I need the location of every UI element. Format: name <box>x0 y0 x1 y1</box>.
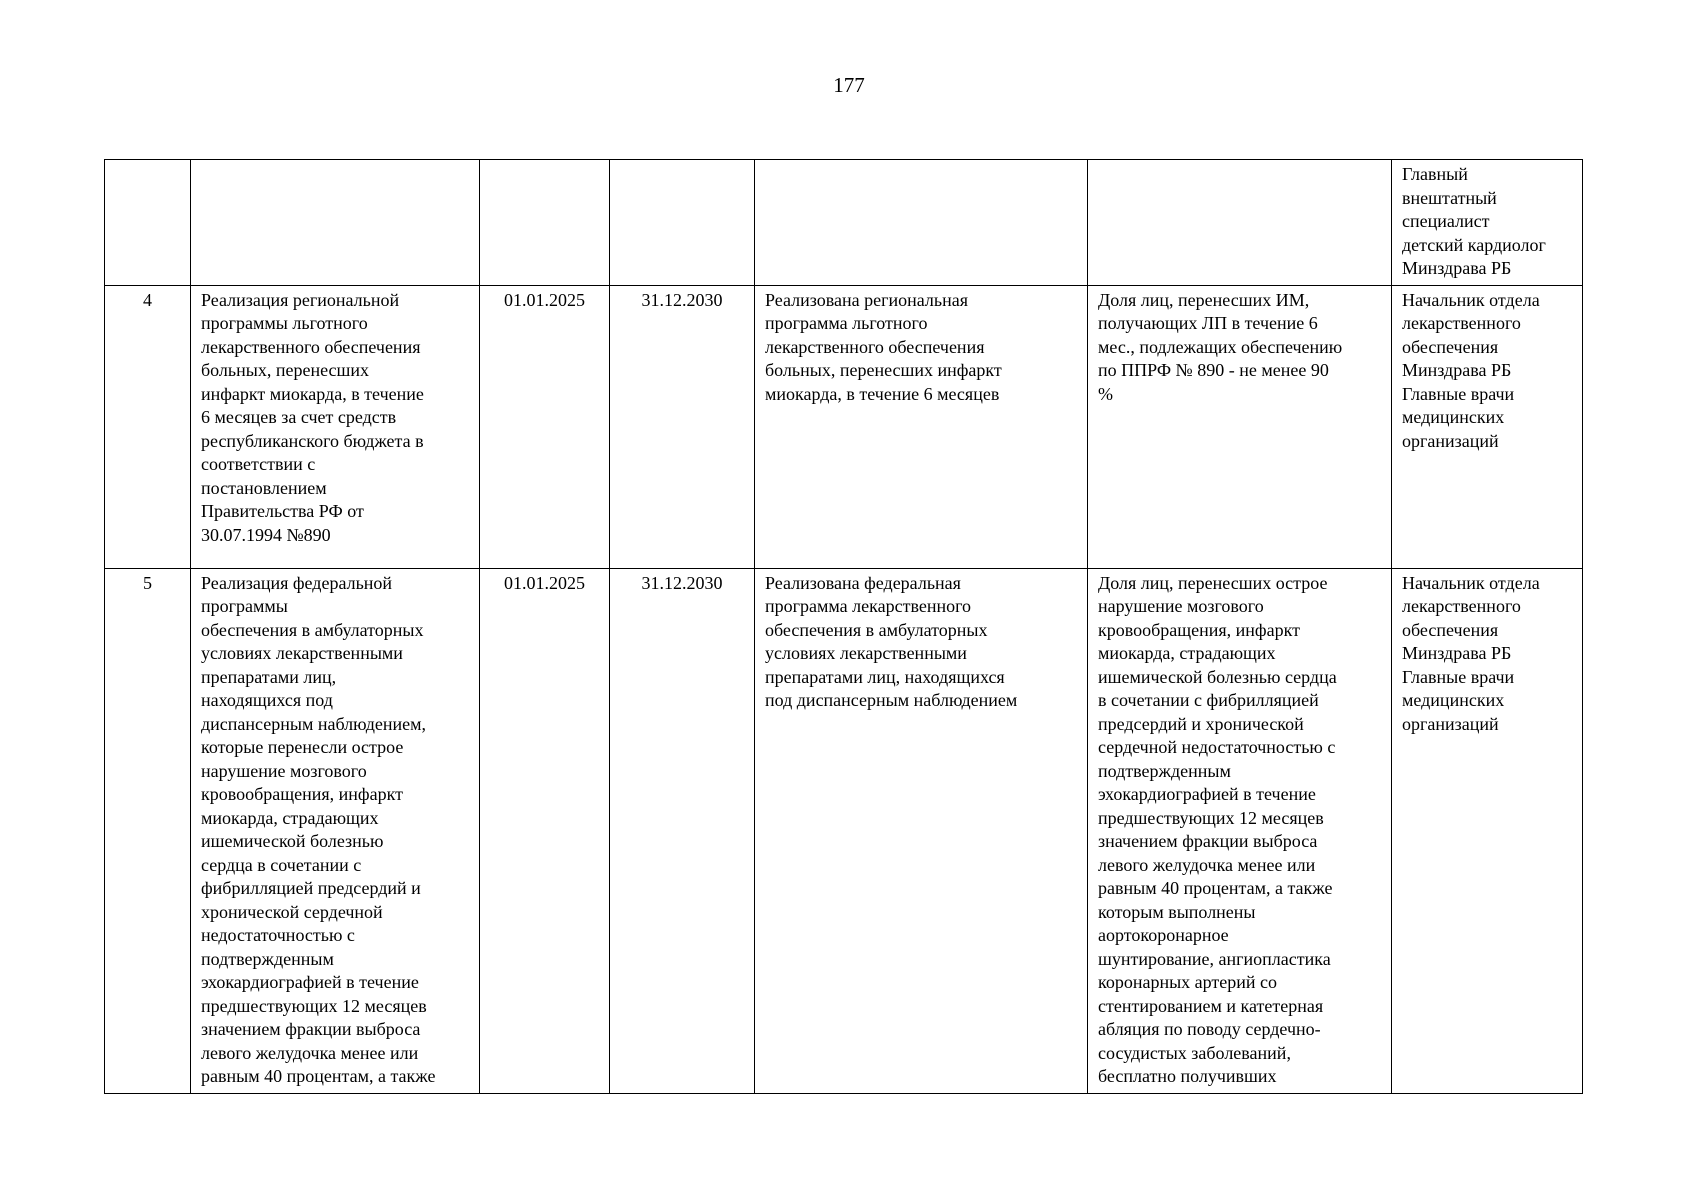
table-row <box>105 568 1583 1093</box>
activity-cell: Реализация региональной программы льготного лекарственного обеспечения больных, перенесших инфаркт миокарда, в течение 6 месяцев за счет средств республиканского бюджета в соответствии с постановлением Правительства РФ от 30.07.1994 №890 <box>191 285 480 568</box>
start-date-cell: 01.01.2025 <box>480 568 610 1093</box>
table-row <box>105 160 1583 286</box>
start-date-cell <box>480 160 610 286</box>
start-date-cell: 01.01.2025 <box>480 285 610 568</box>
result-cell <box>755 160 1088 286</box>
responsible-cell: Главный внештатный специалист детский кардиолог Минздрава РБ <box>1392 160 1583 286</box>
row-number-cell: 4 <box>105 285 191 568</box>
responsible-cell: Начальник отдела лекарственного обеспечения Минздрава РБ Главные врачи медицинских организаций <box>1392 285 1583 568</box>
end-date-cell <box>610 160 755 286</box>
indicator-cell: Доля лиц, перенесших ИМ, получающих ЛП в течение 6 мес., подлежащих обеспечению по ППРФ № 890 - не менее 90 % <box>1088 285 1392 568</box>
page-number: 177 <box>833 73 865 97</box>
activity-cell: Реализация федеральной программы обеспечения в амбулаторных условиях лекарственными препаратами лиц, находящихся под диспансерным наблюдением, которые перенесли острое нарушение мозгового кровообращения, инфаркт миокарда, страдающих ишемической болезнью сердца в сочетании с фибрилляцией предсердий и хронической сердечной недостаточностью с подтвержденным эхокардиографией в течение предшествующих 12 месяцев значением фракции выброса левого желудочка менее или равным 40 процентам, а также <box>191 568 480 1093</box>
table-row <box>105 285 1583 568</box>
row-number-cell: 5 <box>105 568 191 1093</box>
indicator-cell <box>1088 160 1392 286</box>
result-cell: Реализована федеральная программа лекарственного обеспечения в амбулаторных условиях лекарственными препаратами лиц, находящихся под диспансерным наблюдением <box>755 568 1088 1093</box>
row-number-cell <box>105 160 191 286</box>
activity-cell <box>191 160 480 286</box>
indicator-cell: Доля лиц, перенесших острое нарушение мозгового кровообращения, инфаркт миокарда, страдающих ишемической болезнью сердца в сочетании с фибрилляцией предсердий и хронической сердечной недостаточностью с подтвержденным эхокардиографией в течение предшествующих 12 месяцев значением фракции выброса левого желудочка менее или равным 40 процентам, а также которым выполнены аортокоронарное шунтирование, ангиопластика коронарных артерий со стентированием и катетерная абляция по поводу сердечно- сосудистых заболеваний, бесплатно получивших <box>1088 568 1392 1093</box>
responsible-cell: Начальник отдела лекарственного обеспечения Минздрава РБ Главные врачи медицинских организаций <box>1392 568 1583 1093</box>
end-date-cell: 31.12.2030 <box>610 568 755 1093</box>
result-cell: Реализована региональная программа льготного лекарственного обеспечения больных, перенесших инфаркт миокарда, в течение 6 месяцев <box>755 285 1088 568</box>
measures-table <box>104 159 1583 1094</box>
end-date-cell: 31.12.2030 <box>610 285 755 568</box>
